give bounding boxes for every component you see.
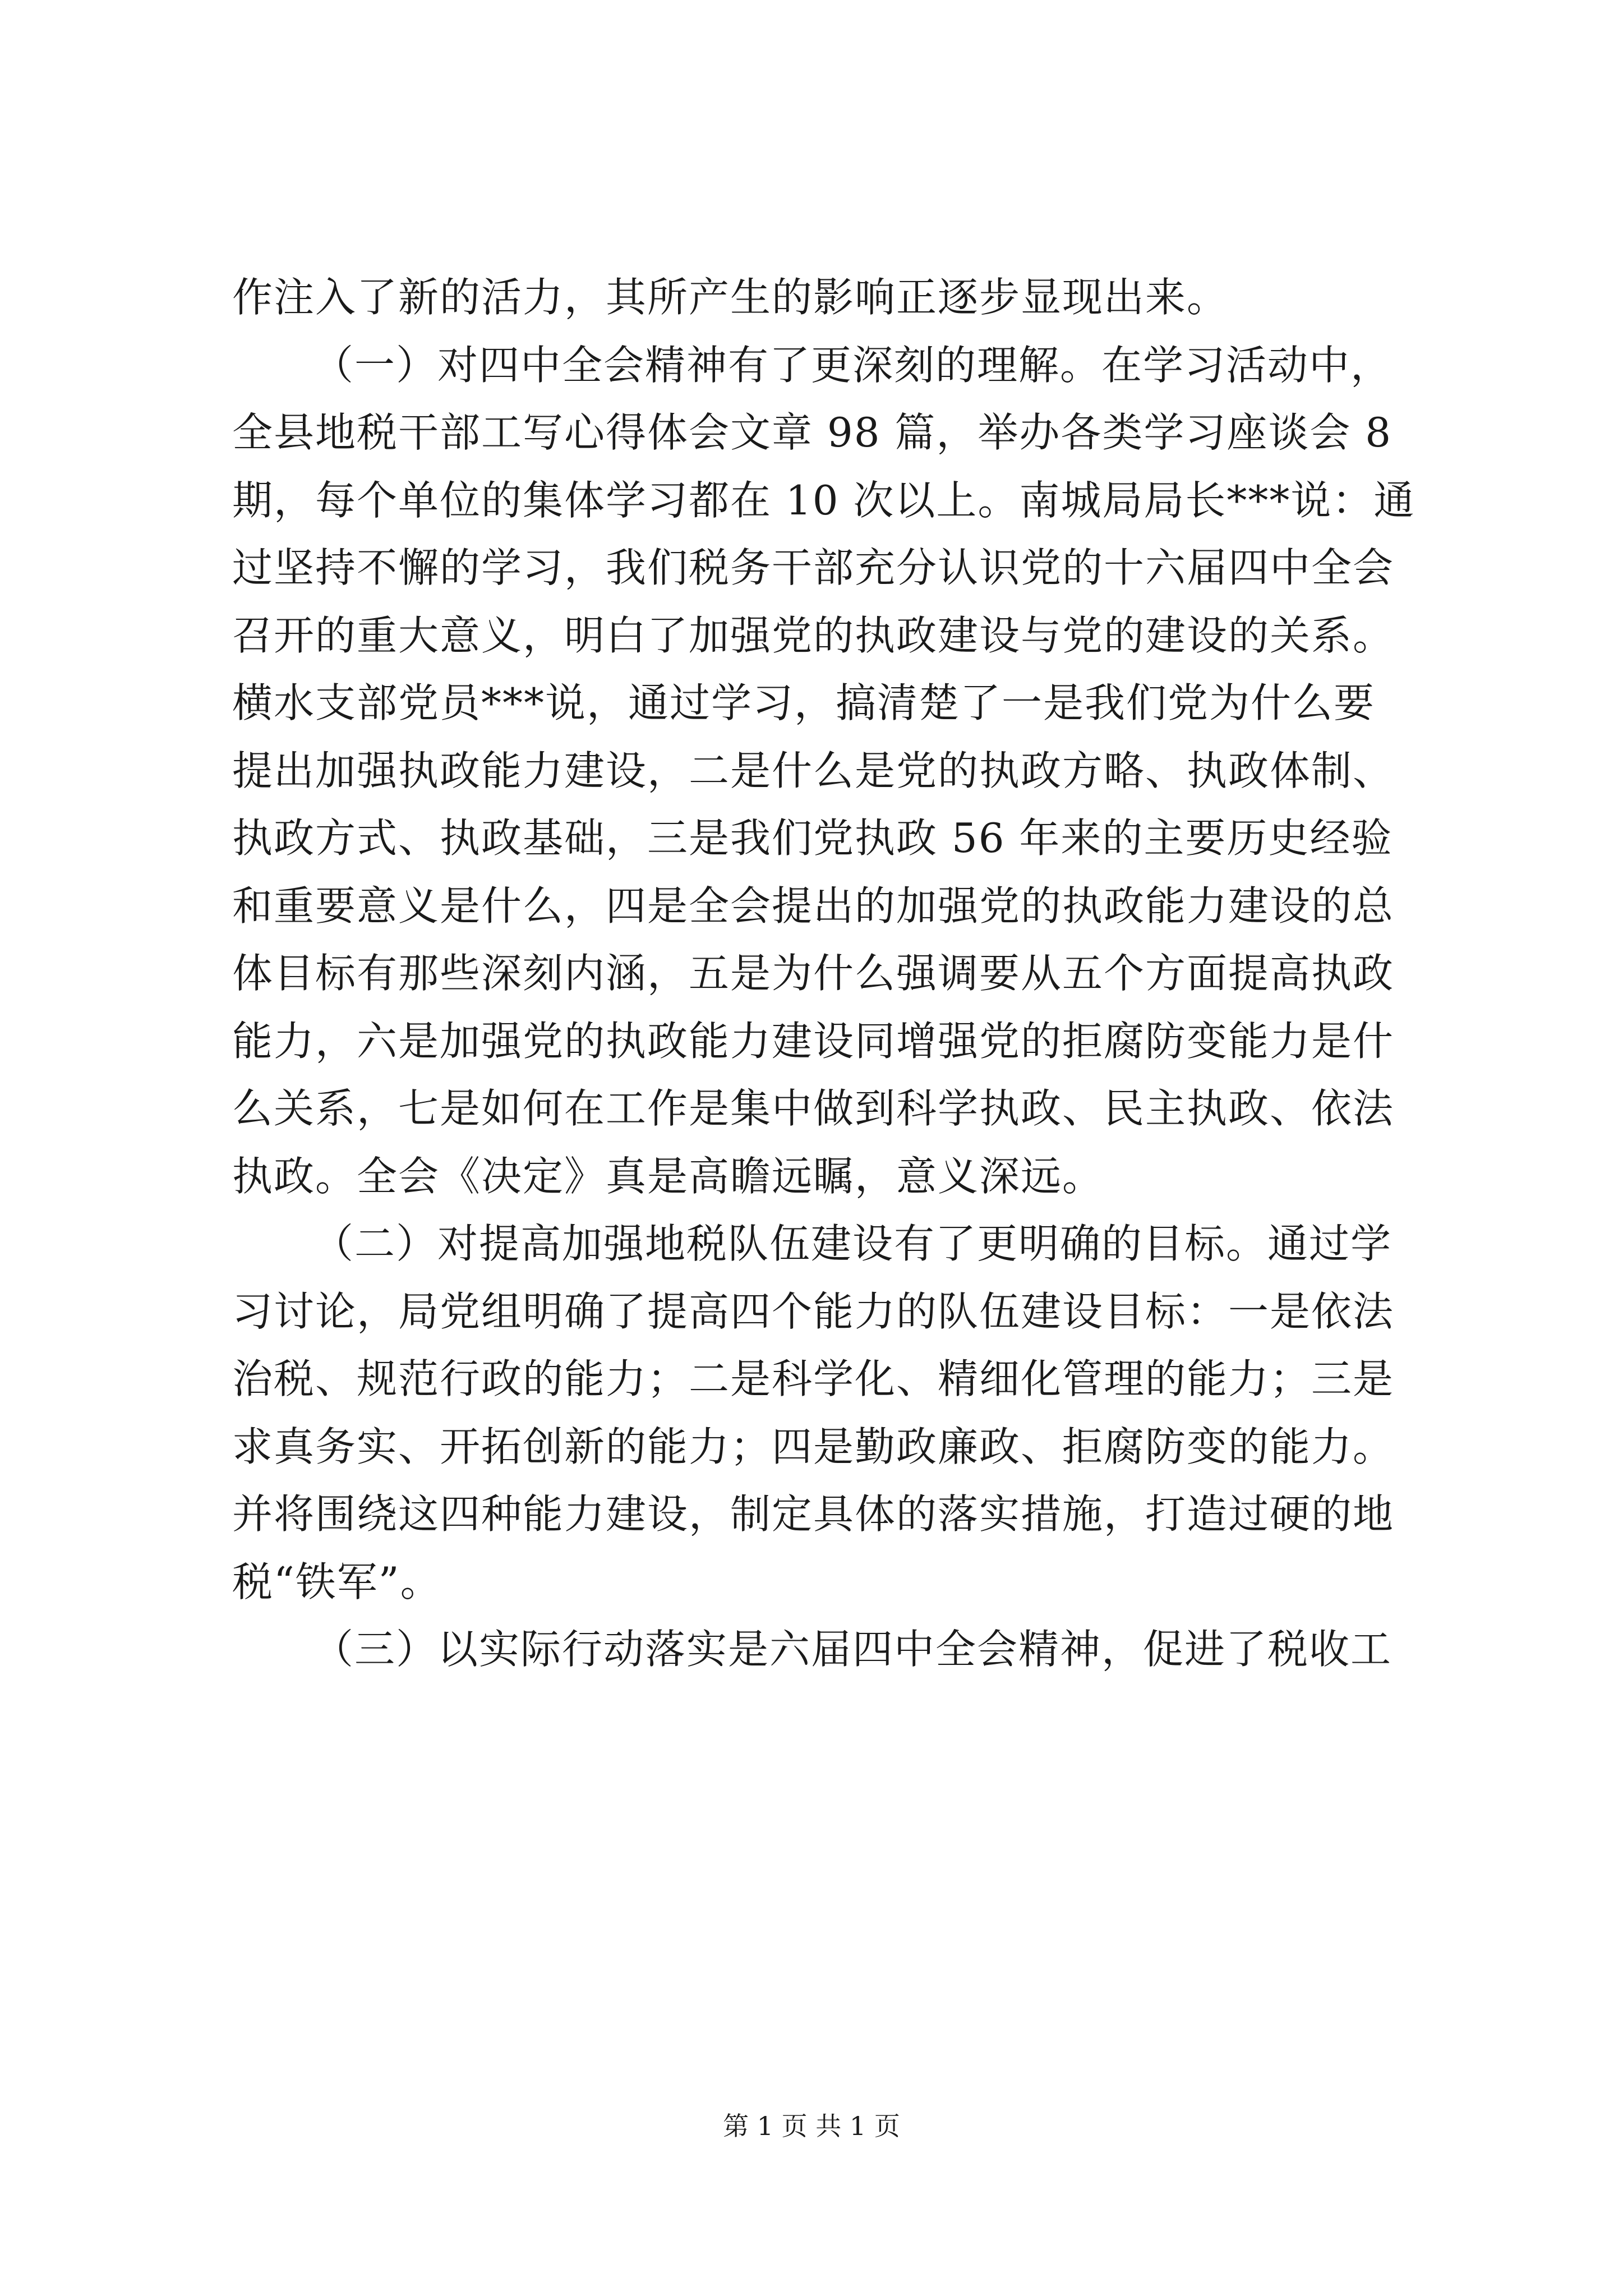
text-line: （二）对提高加强地税队伍建设有了更明确的目标。通过学 (313, 1220, 1393, 1267)
text-line: 么关系，七是如何在工作是集中做到科学执政、民主执政、依法 (232, 1085, 1395, 1132)
text-line: 执政。全会《决定》真是高瞻远瞩，意义深远。 (232, 1152, 1104, 1200)
text-line: 横水支部党员***说，通过学习，搞清楚了一是我们党为什么要 (232, 679, 1376, 726)
page-footer (0, 2109, 1623, 2143)
text-line: 过坚持不懈的学习，我们税务干部充分认识党的十六届四中全会 (232, 544, 1395, 591)
text-line: 作注入了新的活力，其所产生的影响正逐步显现出来。 (232, 274, 1229, 321)
text-line: 召开的重大意义，明白了加强党的执政建设与党的建设的关系。 (232, 611, 1395, 659)
text-line: 执政方式、执政基础，三是我们党执政 56 年来的主要历史经验 (232, 815, 1393, 862)
text-line: 体目标有那些深刻内涵，五是为什么强调要从五个方面提高执政 (232, 950, 1395, 997)
text-line: 提出加强执政能力建设，二是什么是党的执政方略、执政体制、 (232, 747, 1395, 794)
text-line: 习讨论，局党组明确了提高四个能力的队伍建设目标：一是依法 (232, 1287, 1395, 1335)
text-line: 求真务实、开拓创新的能力；四是勤政廉政、拒腐防变的能力。 (232, 1423, 1395, 1470)
text-line: （一）对四中全会精神有了更深刻的理解。在学习活动中， (313, 341, 1393, 389)
text-line: 全县地税干部工写心得体会文章 98 篇，举办各类学习座谈会 8 (232, 409, 1393, 456)
document-body (232, 264, 1444, 1683)
text-line: （三）以实际行动落实是六届四中全会精神，促进了税收工 (313, 1626, 1393, 1673)
page-number-label: 第 1 页 共 1 页 (723, 2111, 900, 2141)
text-line: 治税、规范行政的能力；二是科学化、精细化管理的能力；三是 (232, 1355, 1395, 1402)
text-line: 税“铁军”。 (232, 1558, 442, 1605)
text-line: 能力，六是加强党的执政能力建设同增强党的拒腐防变能力是什 (232, 1017, 1395, 1065)
text-line: 期，每个单位的集体学习都在 10 次以上。南城局局长***说：通 (232, 476, 1415, 524)
text-line: 并将围绕这四种能力建设，制定具体的落实措施，打造过硬的地 (232, 1490, 1395, 1538)
text-line: 和重要意义是什么，四是全会提出的加强党的执政能力建设的总 (232, 882, 1395, 930)
